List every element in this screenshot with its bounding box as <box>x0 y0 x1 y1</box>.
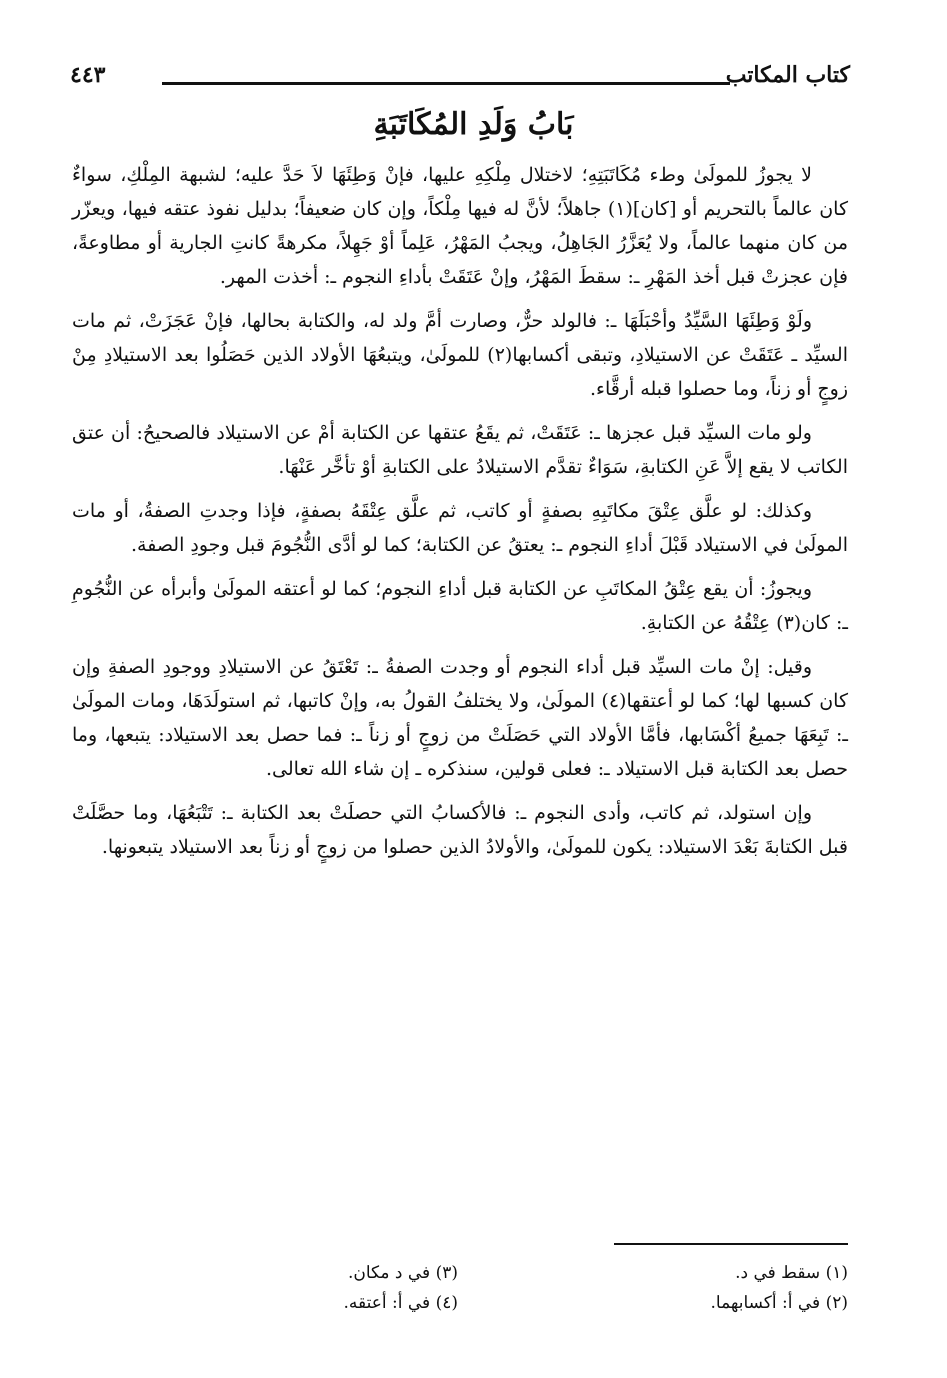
paragraph: وكذلك: لو علَّق عِتْقَ مكاتَبِهِ بصفةٍ أو كاتب، ثم علَّق عِتْقَهُ بصفةٍ، فإذا وجدتِ الصفةُ، أو مات المولَىٰ في الاستيلاد قَبْلَ أداءِ النجوم ـ: يعتقُ عن الكتابة؛ كما لو أدَّى النُّجُومَ قبل وجودِ الصفة. <box>72 500 848 556</box>
chapter-title: بَابُ وَلَدِ المُكَاتَبَةِ <box>373 107 574 142</box>
paragraph: ولَوْ وَطِئَهَا السَّيِّدُ وأحْبَلَهَا ـ: فالولد حرٌّ، وصارت أمَّ ولد له، والكتابة بحالها، فإنْ عَجَزَتْ، ثم مات السيِّد ـ عَتَقَتْ عن الاستيلادِ، وتبقى أكسابها(٢) للمولَىٰ، ويتبعُهَا الأولاد الذين حَصَلُوا بعد الاستيلادِ مِنْ زوجٍ أو زناً، وما حصلوا قبله أرقَّاء. <box>72 310 848 400</box>
book-title: كتاب المكاتب <box>725 62 850 88</box>
paragraph: وإن استولد، ثم كاتب، وأدى النجوم ـ: فالأكسابُ التي حصلَتْ بعد الكتابة ـ: تَتْبَعُهَا، وما حصَّلَتْ قبل الكتابةَ بَعْدَ الاستيلاد: يكون للمولَىٰ، والأولادُ الذين حصلوا من زوجٍ أو زناً بعد الاستيلاد يتبعونها. <box>72 802 848 858</box>
footnotes-column-right <box>548 1258 848 1318</box>
paragraph: ويجوزُ: أن يقع عِتْقُ المكاتَبِ عن الكتابة قبل أداءِ النجوم؛ كما لو أعتقه المولَىٰ وأبرأه عن النُّجُومِ ـ: كان(٣) عِتْقُهُ عن الكتابةِ. <box>72 578 848 634</box>
footnotes-divider <box>614 1243 848 1245</box>
footnote: (١) سقط في د. <box>735 1263 848 1283</box>
running-header <box>70 60 850 94</box>
footnote: (٣) في د مكان. <box>347 1263 458 1283</box>
header-rule <box>162 82 730 85</box>
main-text <box>72 158 848 874</box>
paragraph: لا يجوزُ للمولَىٰ وطء مُكَاتَبَتِهِ؛ لاختلال مِلْكِهِ عليها، فإنْ وَطِئَهَا لاَ حَدَّ عليه؛ لشبهة المِلْكِ، سواءٌ كان عالماً بالتحريم أو [كان](١) جاهلاً؛ لأنَّ له فيها مِلْكاً، وإن كان ضعيفاً؛ بدليل نفوذ عتقه فيها، ويعزّر من كان منهما عالماً، ولا يُعَزَّرُ الجَاهِلُ، ويجبُ المَهْرُ، عَلِماً أوْ جَهِلاً، مكرهةً كانتِ الجارية أو مطاوعةً، فإن عجزتْ قبل أخذ المَهْرِ ـ: سقطَ المَهْرُ، وإنْ عَتَقَتْ بأداءِ النجوم ـ: أخذت المهر. <box>72 164 848 288</box>
footnotes-column-left <box>158 1258 458 1318</box>
footnote: (٤) في أ: أعتقه. <box>343 1293 458 1313</box>
paragraph: وقيل: إنْ مات السيِّد قبل أداء النجوم أو وجدت الصفةُ ـ: تَعْتَقُ عن الاستيلادِ ووجودِ الصفةِ وإن كان كسبها لها؛ كما لو أعتقها(٤) المولَىٰ، ولا يختلفُ القولُ به، وإنْ كاتبها، ثم استولَدَهَا، ومات المولَىٰ ـ: تَبِعَهَا جميعُ أكْسَابها، فأمَّا الأولاد التي حَصَلَتْ من زوجٍ أو زناً ـ: فما حصل بعد الاستيلاد: يتبعها، وما حصل بعد الكتابة قبل الاستيلاد ـ: فعلى قولين، سنذكره ـ إن شاء الله تعالى. <box>72 656 848 780</box>
paragraph: ولو مات السيِّد قبل عجزها ـ: عَتَقَتْ، ثم يقَعُ عتقها عن الكتابة أمْ عن الاستيلاد فالصحيحُ: أن عتق الكاتب لا يقع إلاَّ عَنِ الكتابةِ، سَوَاءٌ تقدَّم الاستيلادُ على الكتابةِ أوْ تأخَّر عَنْهَا. <box>72 422 848 478</box>
page-number: ٤٤٣ <box>70 62 106 88</box>
footnote: (٢) في أ: أكسابهما. <box>710 1293 848 1313</box>
